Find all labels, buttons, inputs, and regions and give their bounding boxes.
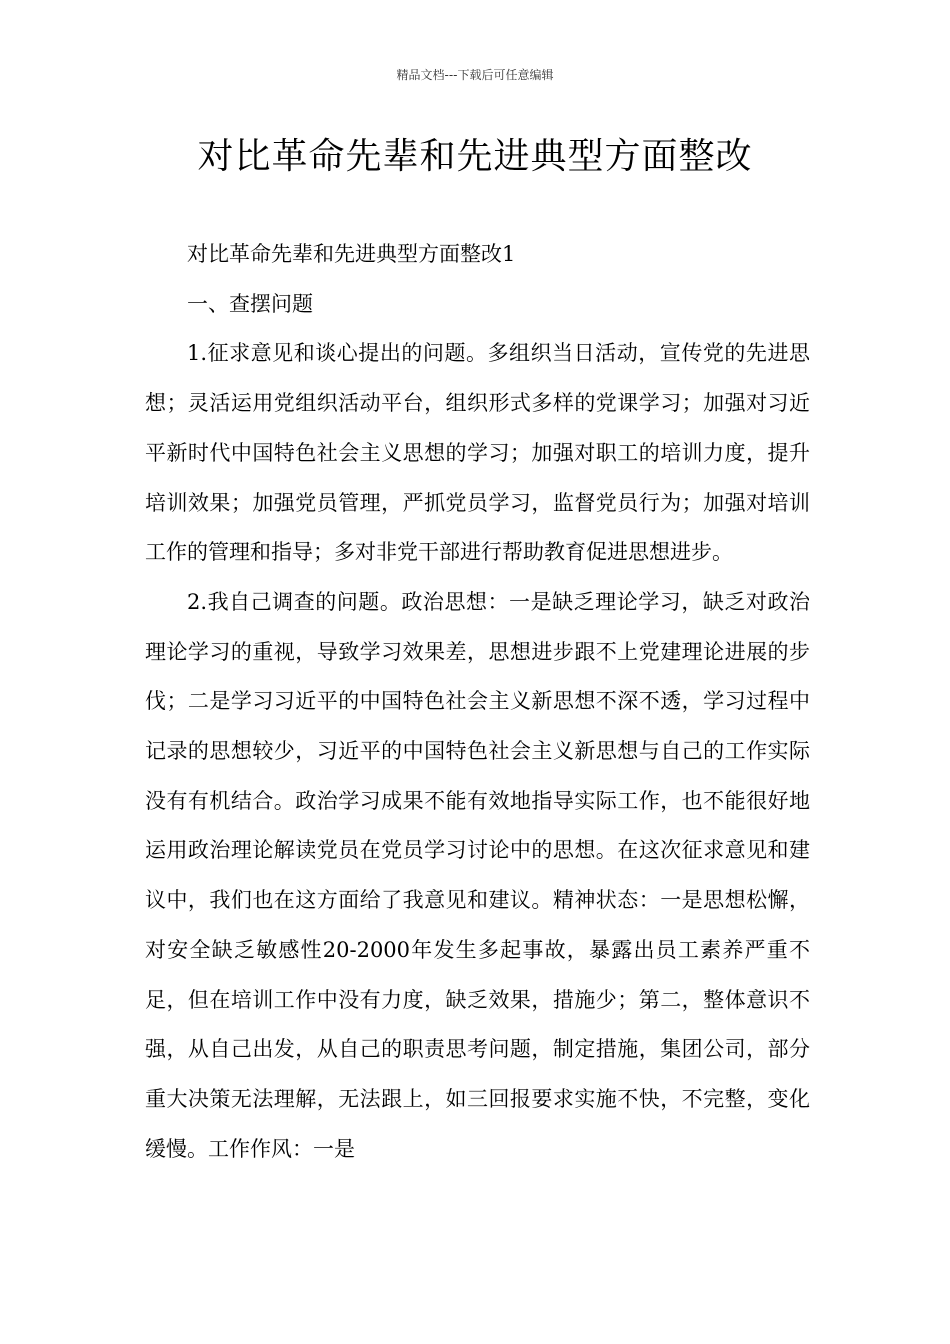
document-body xyxy=(145,230,810,1174)
header-note: 精品文档---下载后可任意编辑 xyxy=(396,68,554,82)
document-title: 对比革命先辈和先进典型方面整改 xyxy=(197,136,753,177)
paragraph-subtitle: 对比革命先辈和先进典型方面整改1 xyxy=(187,242,516,266)
paragraph-section-heading: 一、查摆问题 xyxy=(187,291,313,316)
paragraph-item-2: 2.我自己调查的问题。政治思想：一是缺乏理论学习，缺乏对政治理论学习的重视，导致学习效果差，思想进步跟不上党建理论进展的步伐；二是学习习近平的中国特色社会主义新思想不深不透，学习过程中记录的思想较少，习近平的中国特色社会主义新思想与自己的工作实际没有有机结合。政治学习成果不能有效地指导实际工作，也不能很好地运用政治理论解读党员在党员学习讨论中的思想。在这次征求意见和建议中，我们也在这方面给了我意见和建议。精神状态：一是思想松懈，对安全缺乏敏感性20-2000年发生多起事故，暴露出员工素养严重不足，但在培训工作中没有力度，缺乏效果，措施少；第二，整体意识不强，从自己出发，从自己的职责思考问题，制定措施，集团公司，部分重大决策无法理解，无法跟上，如三回报要求实施不快，不完整，变化缓慢。工作作风：一是 xyxy=(145,589,810,1161)
paragraph-item-1: 1.征求意见和谈心提出的问题。多组织当日活动，宣传党的先进思想；灵活运用党组织活动平台，组织形式多样的党课学习；加强对习近平新时代中国特色社会主义思想的学习；加强对职工的培训力度，提升培训效果；加强党员管理，严抓党员学习，监督党员行为；加强对培训工作的管理和指导；多对非党干部进行帮助教育促进思想进步。 xyxy=(145,341,810,565)
